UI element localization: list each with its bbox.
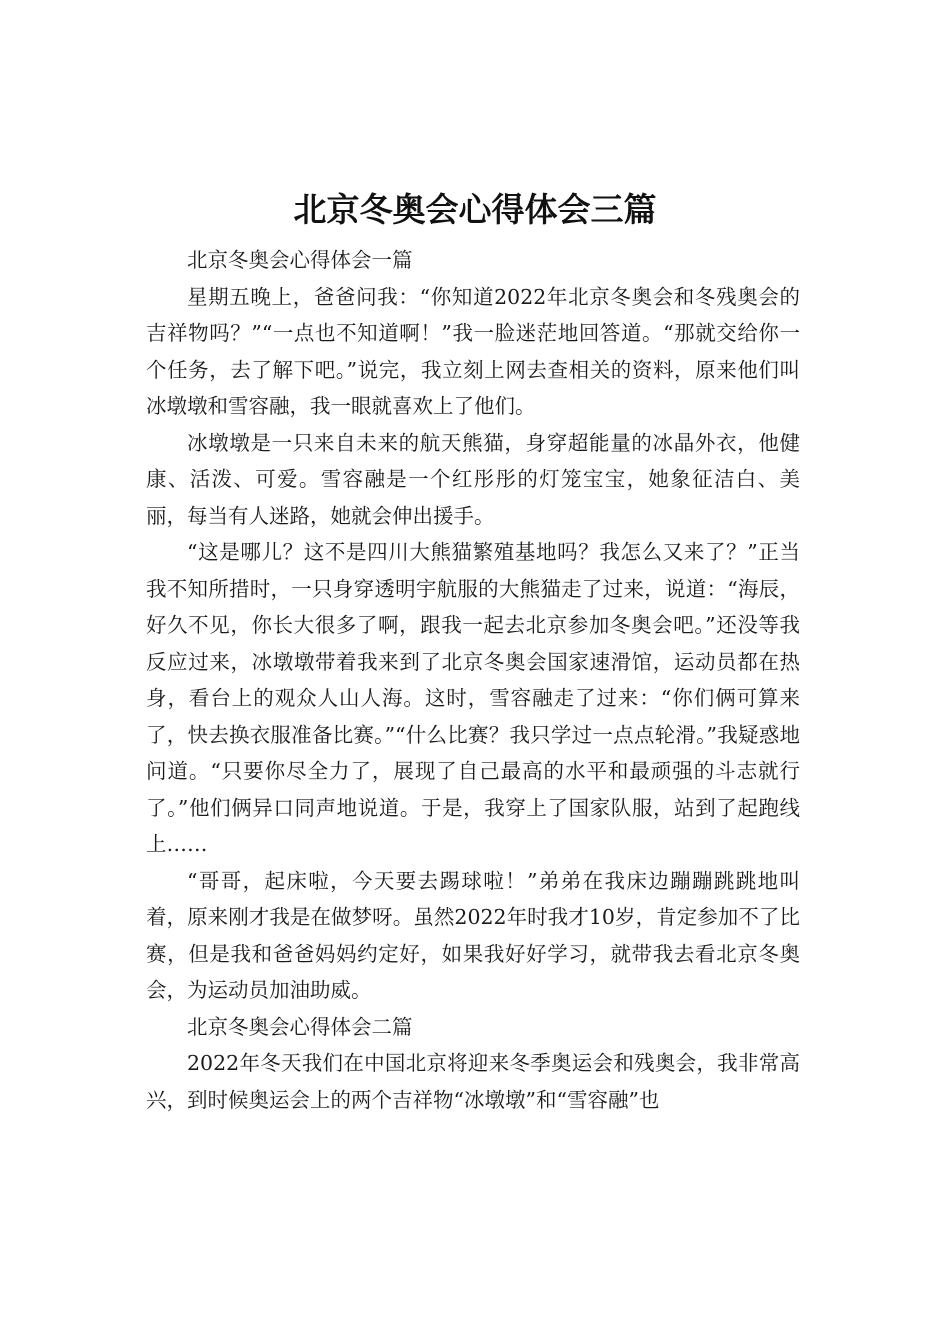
paragraph: “哥哥，起床啦，今天要去踢球啦！”弟弟在我床边蹦蹦跳跳地叫着，原来刚才我是在做梦呀。虽然2022年时我才10岁，肯定参加不了比赛，但是我和爸爸妈妈约定好，如果我好好学习，就带我去看北京冬奥会，为运动员加油助威。 <box>146 868 800 1002</box>
paragraph: 星期五晚上，爸爸问我：“你知道2022年北京冬奥会和冬残奥会的吉祥物吗？”“一点也不知道啊！”我一脸迷茫地回答道。“那就交给你一个任务，去了解下吧。”说完，我立刻上网去查相关的资料，原来他们叫冰墩墩和雪容融，我一眼就喜欢上了他们。 <box>146 284 800 418</box>
document-body <box>146 242 800 1118</box>
section-heading-1: 北京冬奥会心得体会一篇 <box>187 248 413 272</box>
paragraph: 冰墩墩是一只来自未来的航天熊猫，身穿超能量的冰晶外衣，他健康、活泼、可爱。雪容融是一个红彤彤的灯笼宝宝，她象征洁白、美丽，每当有人迷路，她就会伸出援手。 <box>146 430 800 528</box>
section-heading-2: 北京冬奥会心得体会二篇 <box>187 1014 413 1039</box>
document-title: 北京冬奥会心得体会三篇 <box>293 190 657 229</box>
paragraph: 2022年冬天我们在中国北京将迎来冬季奥运会和残奥会，我非常高兴，到时候奥运会上的两个吉祥物“冰墩墩”和“雪容融”也 <box>146 1051 800 1112</box>
paragraph: “这是哪儿？这不是四川大熊猫繁殖基地吗？我怎么又来了？”正当我不知所措时，一只身穿透明宇航服的大熊猫走了过来，说道：“海辰，好久不见，你长大很多了啊，跟我一起去北京参加冬奥会吧。”还没等我反应过来，冰墩墩带着我来到了北京冬奥会国家速滑馆，运动员都在热身，看台上的观众人山人海。这时，雪容融走了过来：“你们俩可算来了，快去换衣服准备比赛。”“什么比赛？我只学过一点点轮滑。”我疑惑地问道。“只要你尽全力了，展现了自己最高的水平和最顽强的斗志就行了。”他们俩异口同声地说道。于是，我穿上了国家队服，站到了起跑线上…… <box>146 540 800 856</box>
